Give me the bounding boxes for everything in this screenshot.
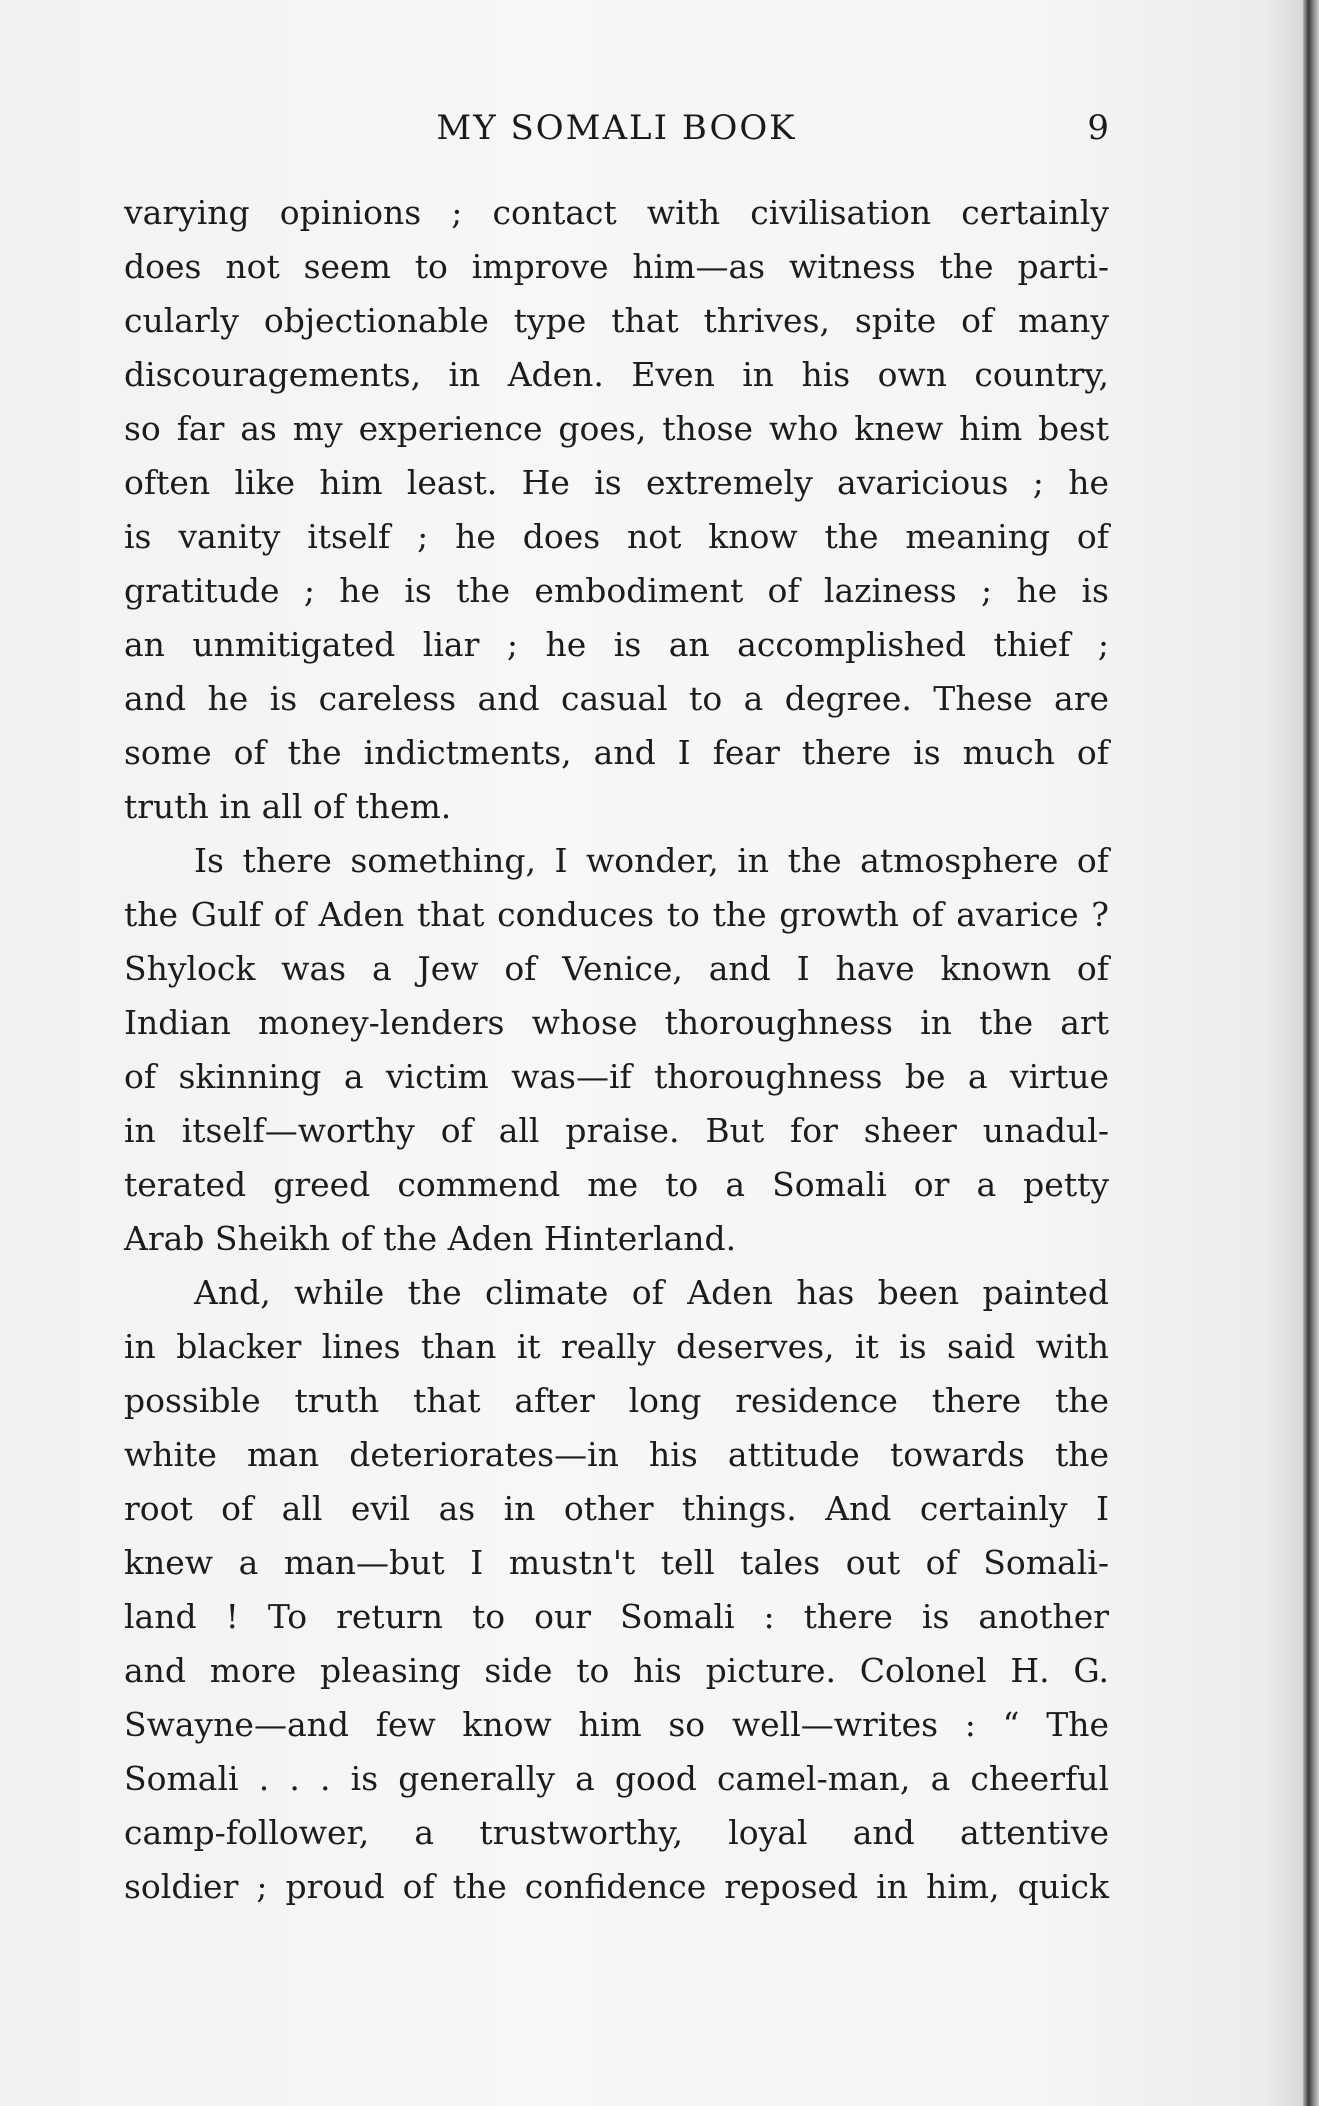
paragraph-3 (124, 1266, 1109, 1914)
text-line: of skinning a victim was—if thoroughness be a virtue (124, 1057, 1109, 1096)
text-line: the Gulf of Aden that conduces to the growth of avarice ? (124, 895, 1109, 934)
text-line: an unmitigated liar ; he is an accomplished thief ; (124, 625, 1109, 664)
text-line: some of the indictments, and I fear there is much of (124, 733, 1109, 772)
text-line: often like him least. He is extremely avaricious ; he (124, 463, 1109, 502)
text-line: white man deteriorates—in his attitude towards the (124, 1435, 1109, 1474)
text-line: knew a man—but I mustn't tell tales out of Somali- (124, 1543, 1109, 1582)
text-line: so far as my experience goes, those who knew him best (124, 409, 1109, 448)
text-line: camp-follower, a trustworthy, loyal and attentive (124, 1813, 1109, 1852)
text-line: varying opinions ; contact with civilisation certainly (124, 193, 1109, 232)
text-line: Somali . . . is generally a good camel-man, a cheerful (124, 1759, 1109, 1798)
text-line: does not seem to improve him—as witness the parti- (124, 247, 1109, 286)
running-head: MY SOMALI BOOK (436, 108, 797, 148)
text-line: Is there something, I wonder, in the atmosphere of (194, 841, 1109, 880)
paragraph-2 (124, 834, 1109, 1266)
text-line: soldier ; proud of the confidence reposed in him, quick (124, 1867, 1109, 1906)
text-line: And, while the climate of Aden has been painted (194, 1273, 1109, 1312)
body-text (124, 186, 1109, 1914)
text-line: truth in all of them. (124, 787, 452, 826)
text-line: is vanity itself ; he does not know the meaning of (124, 517, 1109, 556)
text-line: cularly objectionable type that thrives, spite of many (124, 301, 1109, 340)
text-line: and more pleasing side to his picture. Colonel H. G. (124, 1651, 1109, 1690)
text-line: Swayne—and few know him so well—writes : “ The (124, 1705, 1109, 1744)
paragraph-1 (124, 186, 1109, 834)
text-line: in itself—worthy of all praise. But for sheer unadul- (124, 1111, 1109, 1150)
text-line: root of all evil as in other things. And certainly I (124, 1489, 1109, 1528)
text-line: land ! To return to our Somali : there is another (124, 1597, 1109, 1636)
text-line: discouragements, in Aden. Even in his own country, (124, 355, 1109, 394)
text-line: Indian money-lenders whose thoroughness in the art (124, 1003, 1109, 1042)
text-line: terated greed commend me to a Somali or a petty (124, 1165, 1109, 1204)
text-line: in blacker lines than it really deserves, it is said with (124, 1327, 1109, 1366)
text-line: gratitude ; he is the embodiment of laziness ; he is (124, 571, 1109, 610)
text-line: possible truth that after long residence there the (124, 1381, 1109, 1420)
text-line: Shylock was a Jew of Venice, and I have known of (124, 949, 1109, 988)
page-header (124, 108, 1109, 158)
page-edge-shadow (1303, 0, 1319, 2106)
text-line: Arab Sheikh of the Aden Hinterland. (124, 1219, 737, 1258)
text-line: and he is careless and casual to a degree. These are (124, 679, 1109, 718)
page-number: 9 (1087, 108, 1109, 148)
